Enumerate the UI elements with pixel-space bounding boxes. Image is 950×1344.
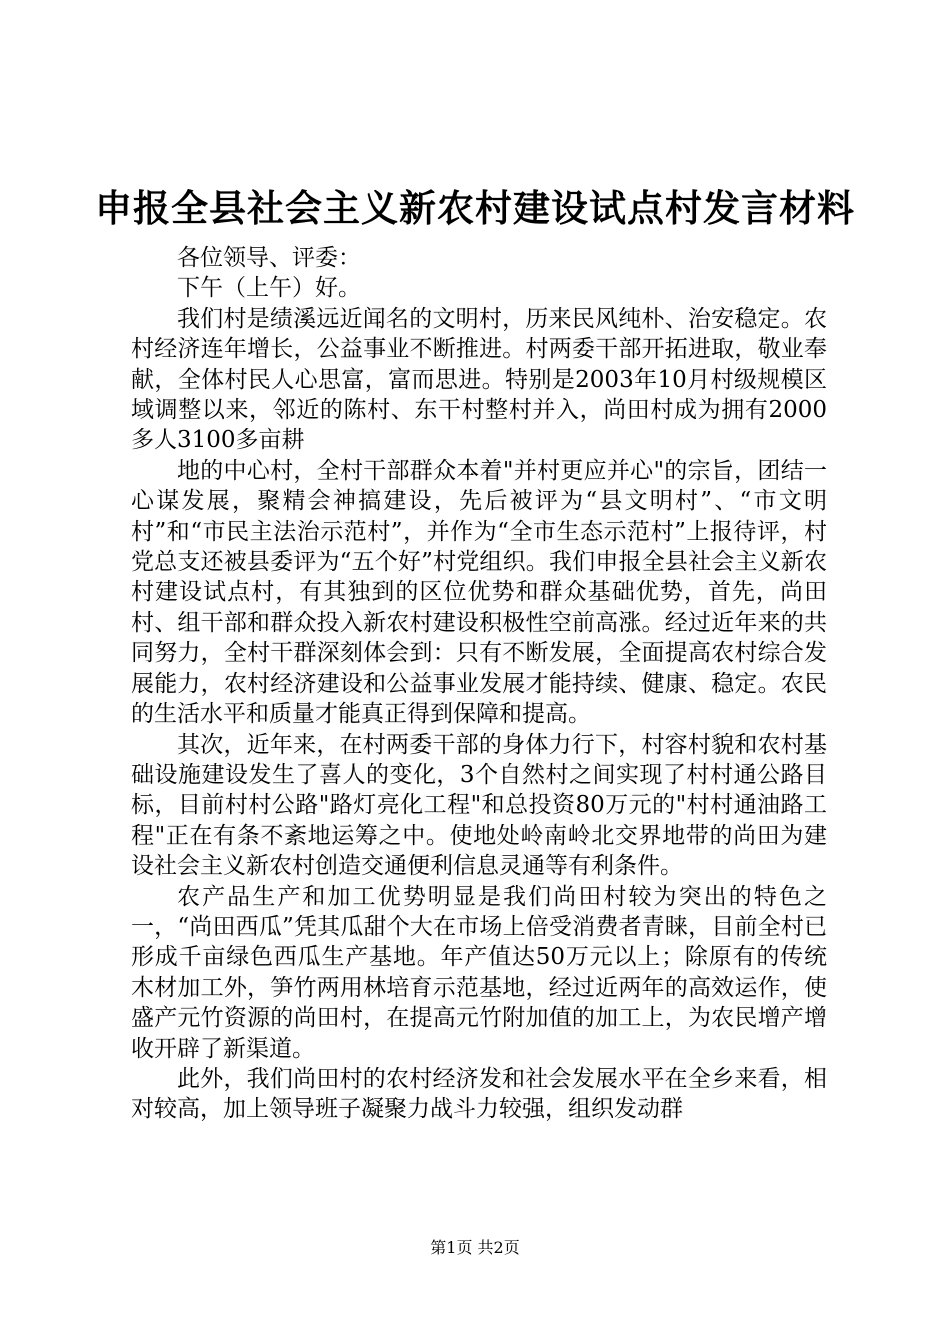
paragraph-village-intro: 我们村是绩溪远近闻名的文明村，历来民风纯朴、治安稳定。农村经济连年增长，公益事业不断推进。村两委干部开拓进取，敬业奉献，全体村民人心思富，富而思进。特别是2003年10月村级规模区域调整以来，邻近的陈村、东干村整村并入，尚田村成为拥有2000多人3100多亩耕 [131,305,827,454]
paragraph-central-village: 地的中心村，全村干部群众本着"并村更应并心"的宗旨，团结一心谋发展，聚精会神搞建设，先后被评为“县文明村”、“市文明村”和“市民主法治示范村”，并作为“全市生态示范村”上报待评，村党总支还被县委评为“五个好”村党组织。我们申报全县社会主义新农村建设试点村，有其独到的区位优势和群众基础优势，首先，尚田村、组干部和群众投入新农村建设积极性空前高涨。经过近年来的共同努力，全村干群深刻体会到：只有不断发展，全面提高农村综合发展能力，农村经济建设和公益事业发展才能持续、健康、稳定。农民的生活水平和质量才能真正得到保障和提高。 [131,457,827,728]
document-body [131,243,827,1125]
paragraph-agriculture: 农产品生产和加工优势明显是我们尚田村较为突出的特色之一，“尚田西瓜”凭其瓜甜个大在市场上倍受消费者青睐，目前全村已形成千亩绿色西瓜生产基地。年产值达50万元以上；除原有的传统木材加工外，笋竹两用林培育示范基地，经过近两年的高效运作，使盛产元竹资源的尚田村，在提高元竹附加值的加工上，为农民增产增收开辟了新渠道。 [131,883,827,1062]
paragraph-greeting: 下午（上午）好。 [177,275,361,302]
document-title: 申报全县社会主义新农村建设试点村发言材料 [95,186,855,230]
page-number: 第1页 共2页 [430,1238,520,1257]
paragraph-salutation: 各位领导、评委： [177,245,361,271]
paragraph-development: 此外，我们尚田村的农村经济发和社会发展水平在全乡来看，相对较高，加上领导班子凝聚力战斗力较强，组织发动群 [131,1065,827,1123]
paragraph-infrastructure: 其次，近年来，在村两委干部的身体力行下，村容村貌和农村基础设施建设发生了喜人的变化，3个自然村之间实现了村村通公路目标，目前村村公路"路灯亮化工程"和总投资80万元的"村村通油路工程"正在有条不紊地运筹之中。使地处岭南岭北交界地带的尚田为建设社会主义新农村创造交通便利信息灵通等有利条件。 [131,731,827,880]
